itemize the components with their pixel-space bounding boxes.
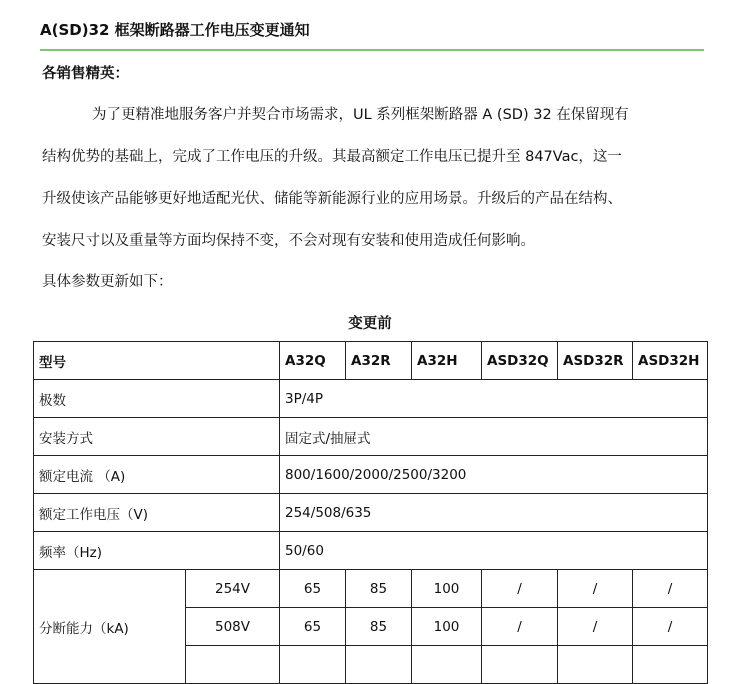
table-row	[34, 456, 708, 494]
header-model: A32R	[346, 342, 412, 380]
row-label: 额定工作电压（V)	[34, 494, 280, 532]
value-cell	[558, 646, 633, 684]
header-model: ASD32H	[633, 342, 708, 380]
voltage-cell: 508V	[186, 608, 280, 646]
table-row	[34, 380, 708, 418]
value-cell: 65	[280, 608, 346, 646]
header-model: A32Q	[280, 342, 346, 380]
row-value: 3P/4P	[280, 380, 708, 418]
table-header-row	[34, 342, 708, 380]
paragraph-line-1: 为了更精准地服务客户并契合市场需求，UL 系列框架断路器 A (SD) 32 在保留现有	[92, 107, 629, 123]
header-model: ASD32R	[558, 342, 633, 380]
value-cell: 65	[280, 570, 346, 608]
value-cell: /	[558, 570, 633, 608]
value-cell	[346, 646, 412, 684]
value-cell: 100	[412, 608, 482, 646]
value-cell: /	[633, 570, 708, 608]
value-cell	[633, 646, 708, 684]
value-cell: 85	[346, 608, 412, 646]
row-label: 极数	[34, 380, 280, 418]
value-cell: /	[482, 570, 558, 608]
voltage-cell	[186, 646, 280, 684]
value-cell: /	[558, 608, 633, 646]
params-intro: 具体参数更新如下：	[42, 274, 173, 290]
header-model: ASD32Q	[482, 342, 558, 380]
value-cell	[412, 646, 482, 684]
voltage-cell: 254V	[186, 570, 280, 608]
row-value: 50/60	[280, 532, 708, 570]
value-cell	[280, 646, 346, 684]
table-row	[34, 494, 708, 532]
row-value: 800/1600/2000/2500/3200	[280, 456, 708, 494]
row-label: 频率（Hz)	[34, 532, 280, 570]
value-cell: /	[633, 608, 708, 646]
spec-table	[33, 341, 708, 684]
value-cell: 85	[346, 570, 412, 608]
table-caption: 变更前	[348, 316, 392, 332]
table-row	[34, 532, 708, 570]
value-cell: /	[482, 608, 558, 646]
value-cell: 100	[412, 570, 482, 608]
title-divider	[40, 49, 704, 51]
row-value: 固定式/抽屉式	[280, 418, 708, 456]
row-value: 254/508/635	[280, 494, 708, 532]
greeting: 各销售精英：	[42, 66, 129, 82]
paragraph-line-4: 安装尺寸以及重量等方面均保持不变，不会对现有安装和使用造成任何影响。	[42, 233, 535, 249]
table-row	[34, 570, 708, 608]
row-label: 额定电流 （A)	[34, 456, 280, 494]
header-model: A32H	[412, 342, 482, 380]
value-cell	[482, 646, 558, 684]
row-label: 安装方式	[34, 418, 280, 456]
breaking-capacity-label: 分断能力（kA)	[34, 570, 186, 684]
paragraph-line-3: 升级使该产品能够更好地适配光伏、储能等新能源行业的应用场景。升级后的产品在结构、	[42, 191, 622, 207]
header-model-label: 型号	[34, 342, 280, 380]
document-title: A(SD)32 框架断路器工作电压变更通知	[40, 21, 310, 39]
table-row	[34, 418, 708, 456]
paragraph-line-2: 结构优势的基础上，完成了工作电压的升级。其最高额定工作电压已提升至 847Vac，这一	[42, 149, 622, 165]
